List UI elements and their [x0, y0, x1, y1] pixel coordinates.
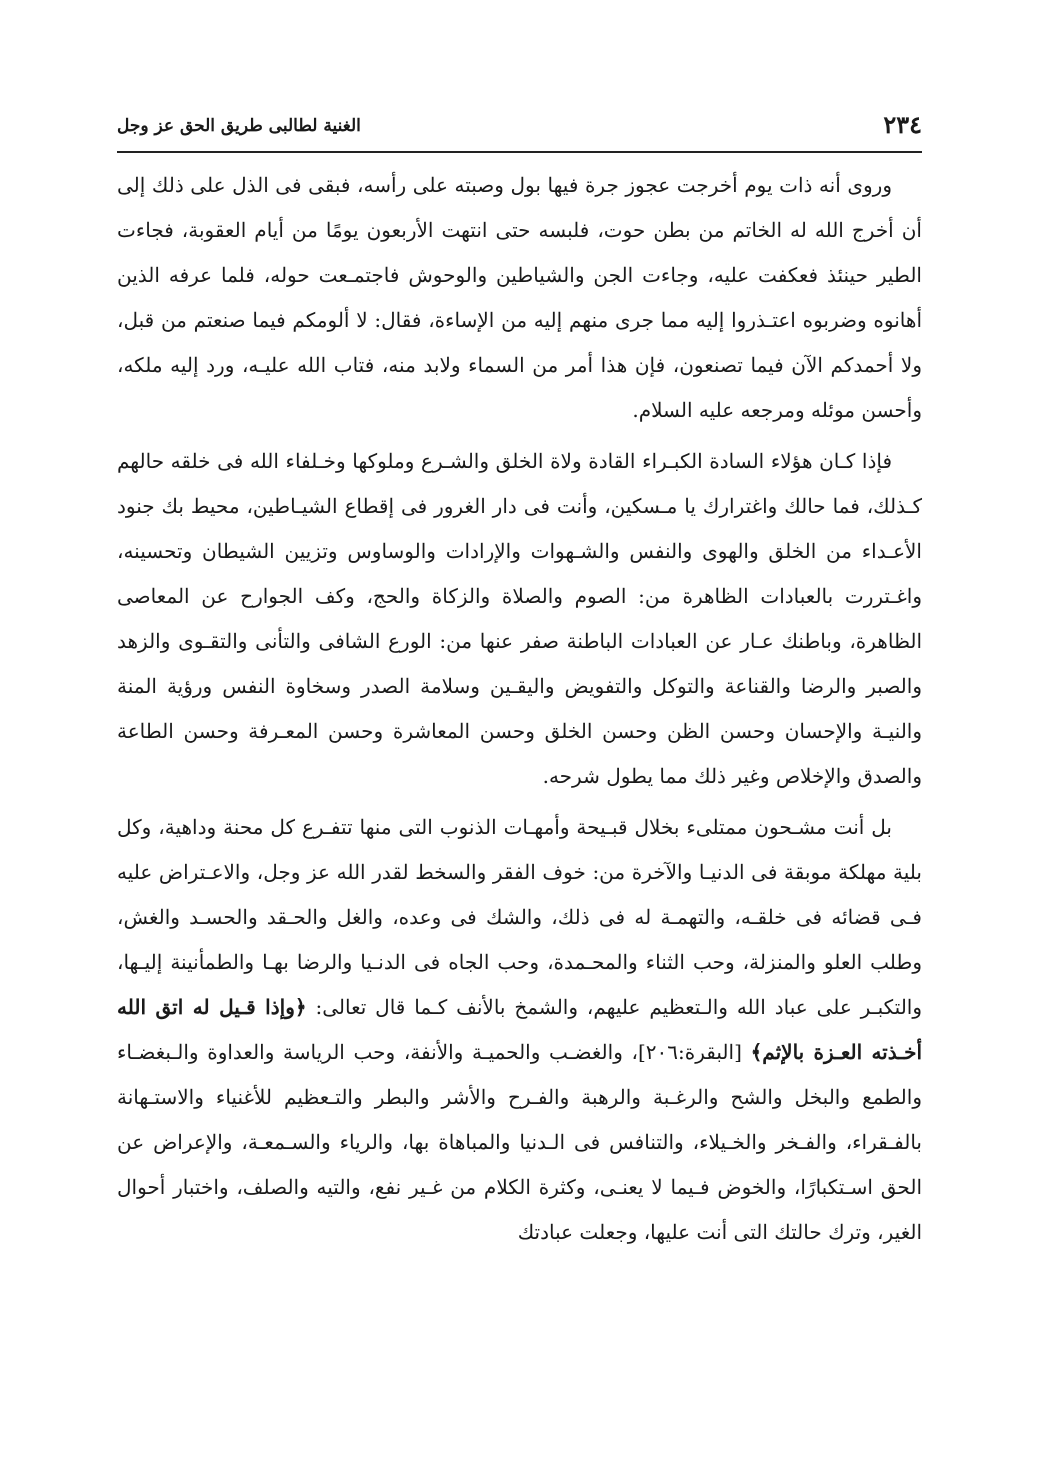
paragraph-2: فإذا كـان هؤلاء السادة الكبـراء القادة ولاة الخلق والشـرع وملوكها وخـلفاء الله فى خلقه حالهم كـذلك، فما حالك واغترارك يا مـسكين، وأنت فى دار الغرور فى إقطاع الشيـاطين، محيط بك جنود الأعـداء من الخلق والهوى والنفس والشـهوات والإرادات والوساوس وتزيين الشيطان وتحسينه، واغـتررت بالعبادات الظاهرة من: الصوم والصلاة والزكاة والحج، وكف الجوارح عن المعاصى الظاهرة، وباطنك عـار عن العبادات الباطنة صفر عنها من: الورع الشافى والتأنى والتقـوى والزهد والصبر والرضا والقناعة والتوكل والتفويض واليقـين وسلامة الصدر وسخاوة النفس ورؤية المنة والنيـة والإحسان وحسن الظن وحسن الخلق وحسن المعاشرة وحسن المعـرفة وحسن الطاعة والصدق والإخلاص وغير ذلك مما يطول شرحه. — [117, 449, 922, 788]
paragraph-3-text-before-verse: بل أنت مشـحون ممتلىء بخلال قبـيحة وأمهـات الذنوب التى منها تتفـرع كل محنة وداهية، وكل بلية مهلكة موبقة فى الدنيـا والآخرة من: خوف الفقر والسخط لقدر الله عز وجل، والاعـتراض عليه فـى قضائه فى خلقـه، والتهمـة له فى ذلك، والشك فى وعده، والغل والحـقد والحسـد والغش، وطلب العلو والمنزلة، وحب الثناء والمحـمدة، وحب الجاه فى الدنـيا والرضا بهـا والطمأنينة إليـها، والتكبـر على عباد الله والـتعظيم عليهم، والشمخ بالأنف كـما قال تعالى: — [117, 815, 923, 1019]
running-title: الغنية لطالبى طريق الحق عز وجل — [117, 116, 361, 136]
page-number: ٢٣٤ — [883, 110, 922, 139]
page-header — [117, 106, 922, 150]
page-body — [117, 163, 922, 1255]
paragraph-3-text-after-verse: [البقرة:٢٠٦]، والغضـب والحميـة والأنفة، وحب الرياسة والعداوة والـبغضـاء والطمع والبخل والشح والرغـبة والرهبة والفـرح والأشر والبطر والتـعظيم للأغنياء والاستـهانة بالفـقراء، والفـخر والخـيلاء، والتنافس فى الـدنيا والمباهاة بها، والرياء والسـمعـة، والإعراض عن الحق اسـتكبارًا، والخوض فـيما لا يعنـى، وكثرة الكلام من غـير نفع، والتيه والصلف، واختبار أحوال الغير، وترك حالتك التى أنت عليها، وجعلت عبادتك — [117, 1040, 922, 1244]
paragraph-3 — [117, 805, 922, 1255]
header-divider — [117, 151, 922, 153]
quran-verse: ﴿وإذا قـيل له اتق الله أخـذته العـزة بالإثم﴾ — [117, 995, 923, 1064]
paragraph-1: وروى أنه ذات يوم أخرجت عجوز جرة فيها بول وصبته على رأسه، فبقى فى الذل على ذلك إلى أن أخرج الله له الخاتم من بطن حوت، فلبسه حتى انتهت الأربعون يومًا من أيام العقوبة، فجاءت الطير حينئذ فعكفت عليه، وجاءت الجن والشياطين والوحوش فاجتمـعت حوله، فلما عرفه الذين أهانوه وضربوه اعتـذروا إليه مما جرى منهم إليه من الإساءة، فقال: لا ألومكم فيما صنعتم من قبل، ولا أحمدكم الآن فيما تصنعون، فإن هذا أمر من السماء ولابد منه، فتاب الله عليـه، ورد إليه ملكه، وأحسن موئله ومرجعه عليه السلام. — [117, 173, 922, 422]
